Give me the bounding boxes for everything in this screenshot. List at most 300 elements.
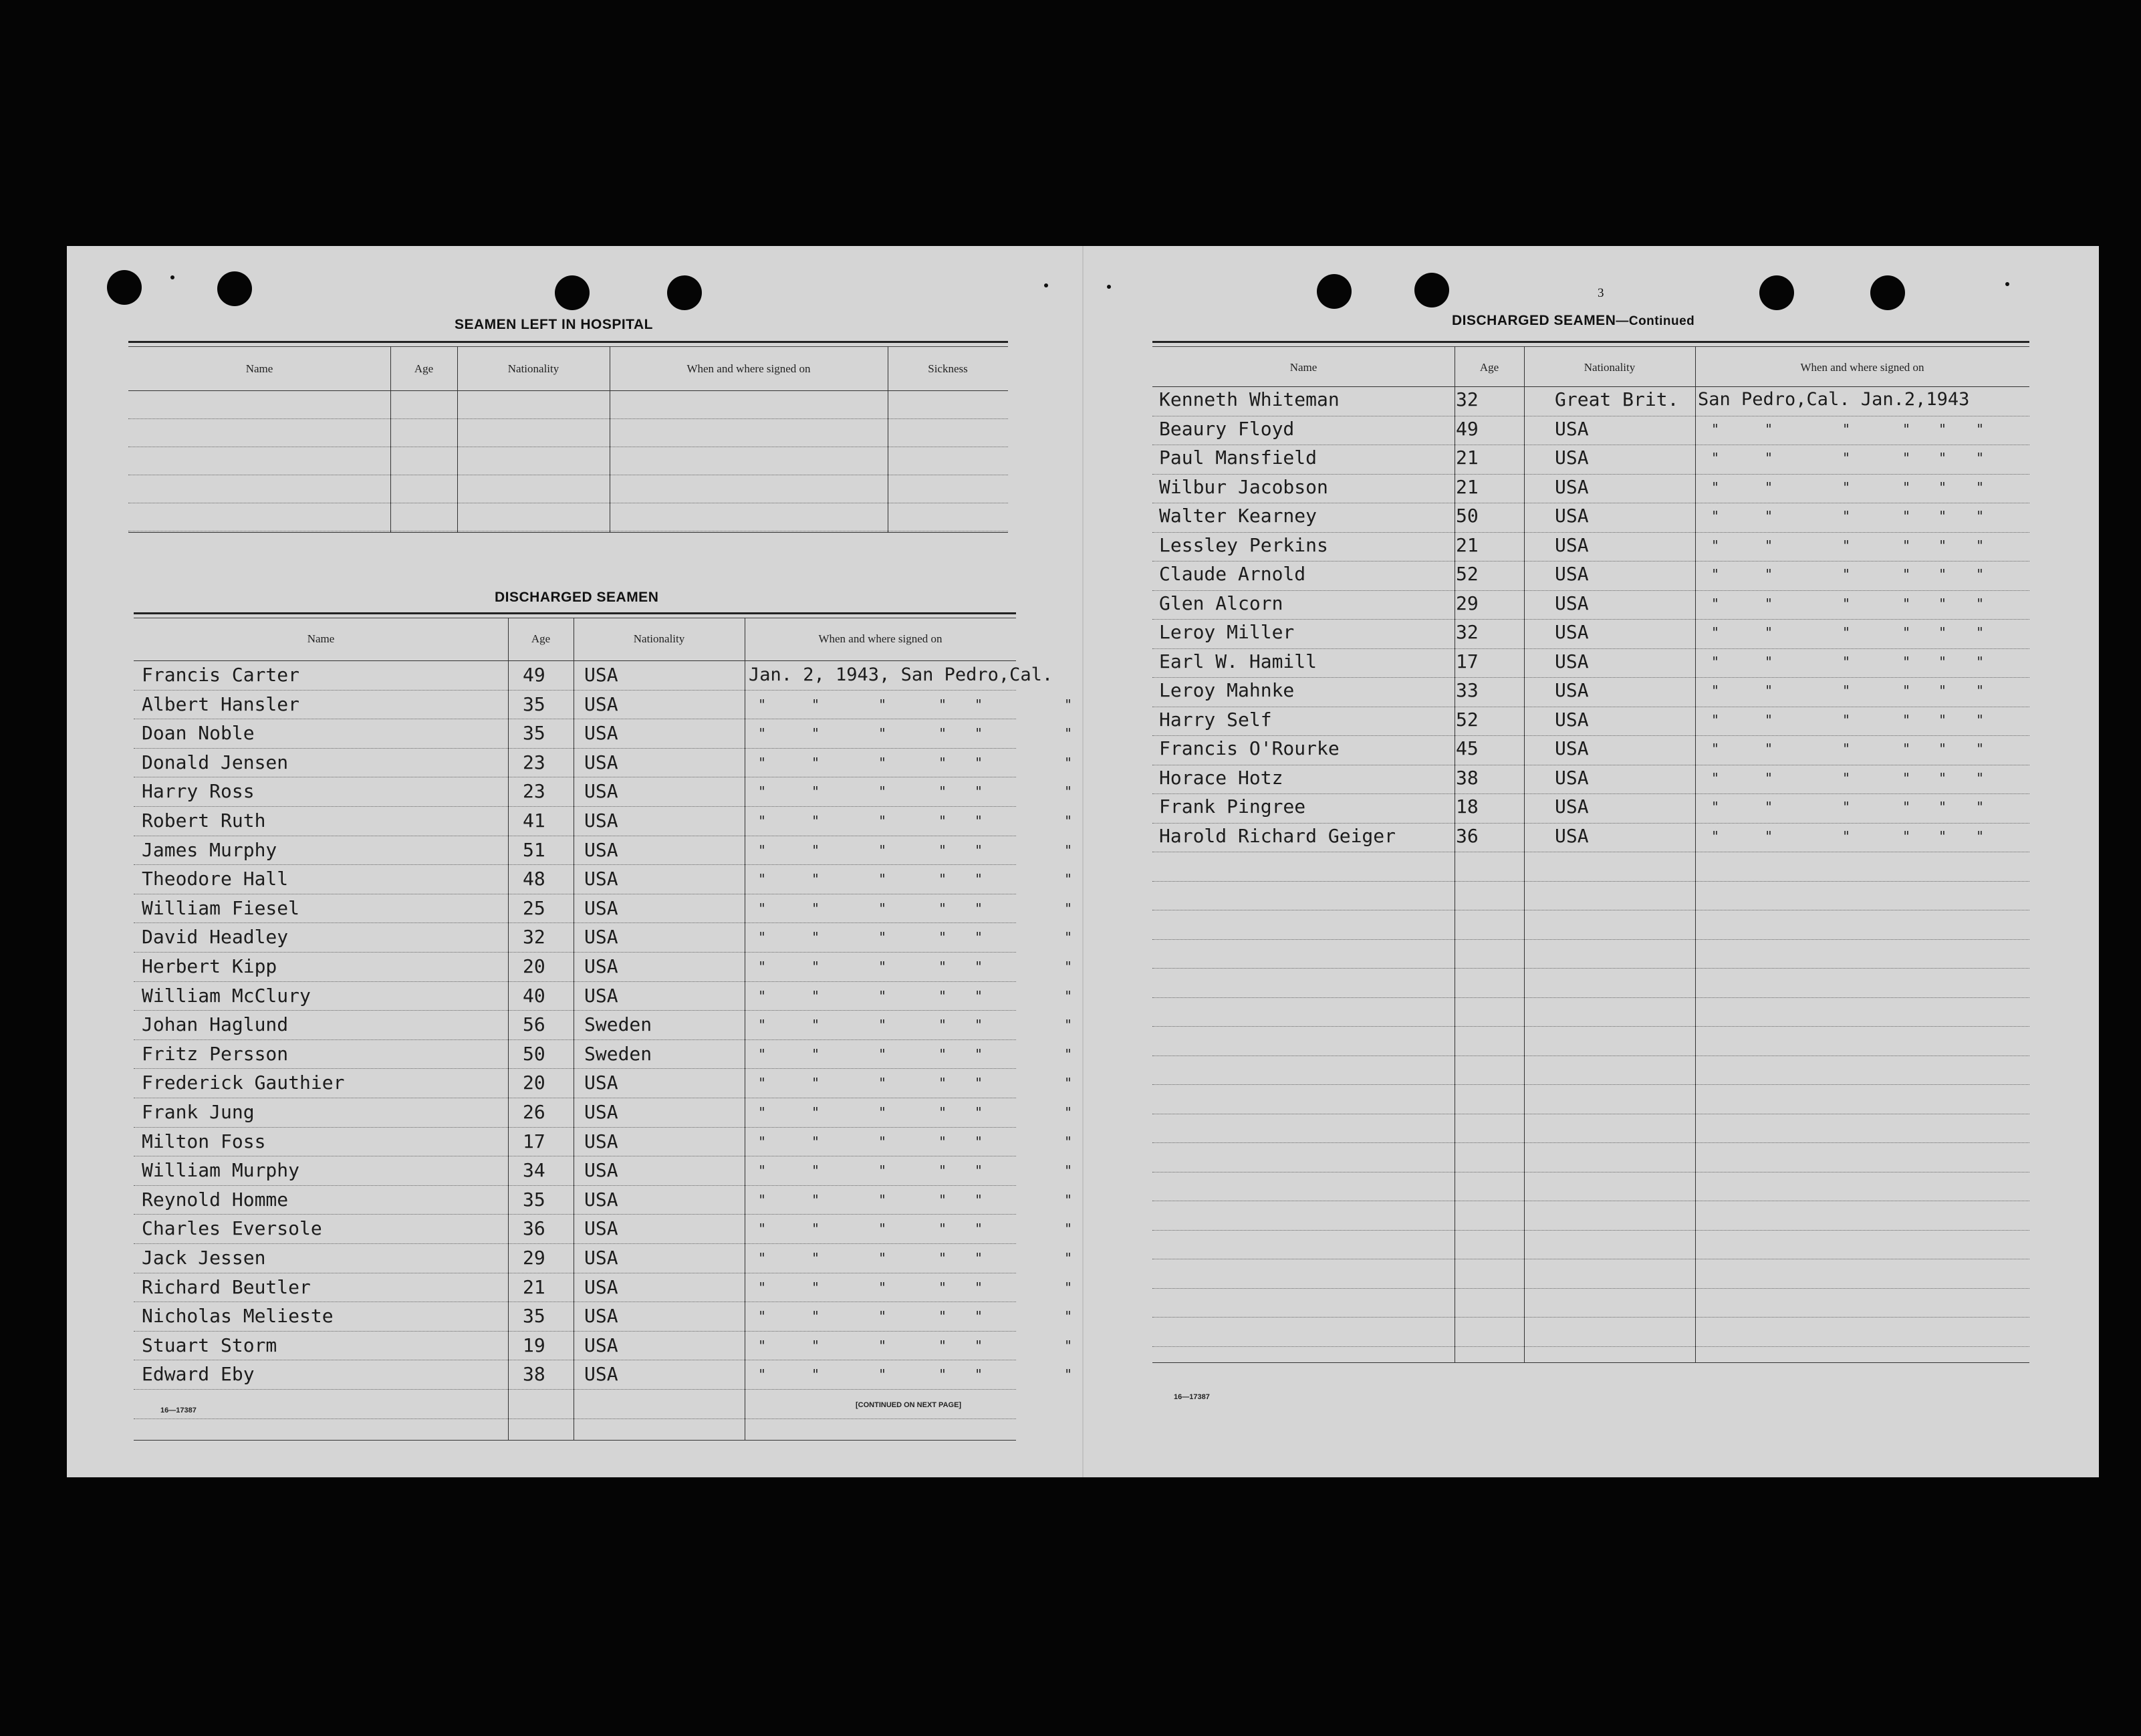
row-rule	[1152, 968, 2029, 969]
seaman-nationality: USA	[584, 1305, 618, 1328]
ditto-mark: "	[1902, 537, 1911, 553]
row-rule	[1152, 1026, 2029, 1027]
table-bottom-rule	[134, 1440, 1016, 1441]
ditto-mark: "	[938, 754, 947, 771]
punch-hole	[1870, 275, 1905, 310]
row-rule	[1152, 648, 2029, 649]
ditto-mark: "	[975, 871, 983, 888]
ditto-mark: "	[938, 987, 947, 1004]
ditto-mark: "	[975, 1308, 983, 1325]
seaman-nationality: USA	[584, 1159, 618, 1182]
seaman-age: 32	[1456, 388, 1479, 410]
ditto-mark: "	[975, 1104, 983, 1120]
ditto-mark: "	[938, 1191, 947, 1208]
ditto-mark: "	[878, 1104, 887, 1120]
hospital-title: SEAMEN LEFT IN HOSPITAL	[455, 317, 653, 332]
row-rule	[1152, 1317, 2029, 1318]
page-number: 3	[1598, 286, 1604, 300]
ditto-mark: "	[1765, 595, 1773, 612]
ditto-mark: "	[1064, 1162, 1073, 1179]
ditto-mark: "	[938, 1075, 947, 1092]
seaman-age: 36	[1456, 824, 1479, 847]
ditto-mark: "	[1938, 479, 1947, 495]
seaman-name: Albert Hansler	[142, 693, 300, 715]
row-rule	[134, 1331, 1016, 1332]
ditto-mark: "	[1064, 1221, 1073, 1237]
seaman-age: 52	[1456, 708, 1479, 731]
seaman-nationality: USA	[1555, 679, 1589, 701]
column-header-2: Nationality	[1584, 361, 1636, 374]
column-header-3: When and where signed on	[818, 632, 942, 645]
ditto-mark: "	[758, 813, 767, 829]
seaman-age: 19	[523, 1334, 545, 1356]
ditto-mark: "	[938, 1279, 947, 1295]
ditto-mark: "	[975, 1279, 983, 1295]
ditto-mark: "	[1064, 783, 1073, 800]
ditto-mark: "	[811, 871, 820, 888]
ditto-mark: "	[878, 842, 887, 858]
signed-on-entry: Jan. 2, 1943, San Pedro,Cal.	[749, 664, 1053, 685]
ditto-mark: "	[1976, 624, 1985, 640]
seaman-nationality: USA	[1555, 621, 1589, 643]
row-rule	[1152, 1142, 2029, 1143]
document-sheet	[67, 246, 2099, 1477]
seaman-nationality: USA	[584, 984, 618, 1007]
ditto-mark: "	[938, 1133, 947, 1150]
row-rule	[1152, 561, 2029, 562]
ditto-mark: "	[975, 725, 983, 742]
ditto-mark: "	[758, 1045, 767, 1062]
ditto-mark: "	[758, 1191, 767, 1208]
ditto-mark: "	[1064, 871, 1073, 888]
ditto-mark: "	[975, 1133, 983, 1150]
ditto-mark: "	[1711, 741, 1720, 757]
ditto-mark: "	[811, 1162, 820, 1179]
punch-hole	[555, 275, 590, 310]
ditto-mark: "	[938, 1045, 947, 1062]
ditto-mark: "	[975, 1045, 983, 1062]
seaman-nationality: USA	[584, 664, 618, 686]
seaman-age: 32	[523, 926, 545, 949]
column-rule	[457, 346, 458, 532]
ditto-mark: "	[878, 1017, 887, 1033]
form-number: 16—17387	[1174, 1393, 1210, 1401]
ditto-mark: "	[1711, 799, 1720, 815]
ditto-mark: "	[811, 1366, 820, 1383]
column-rule	[1695, 346, 1696, 1362]
punch-hole	[667, 275, 702, 310]
title-text: DISCHARGED SEAMEN	[1452, 313, 1616, 328]
punch-hole	[217, 271, 252, 306]
ditto-mark: "	[878, 813, 887, 829]
ditto-mark: "	[1842, 741, 1851, 757]
seaman-name: Wilbur Jacobson	[1159, 475, 1328, 498]
ditto-mark: "	[1902, 450, 1911, 466]
ditto-mark: "	[938, 725, 947, 742]
ditto-mark: "	[758, 1279, 767, 1295]
seaman-name: Stuart Storm	[142, 1334, 277, 1356]
ditto-mark: "	[975, 1162, 983, 1179]
seaman-nationality: USA	[584, 1363, 618, 1386]
ditto-mark: "	[1765, 828, 1773, 844]
seaman-name: Claude Arnold	[1159, 563, 1306, 585]
seaman-age: 45	[1456, 737, 1479, 759]
ditto-mark: "	[1842, 420, 1851, 437]
ditto-mark: "	[938, 929, 947, 946]
ditto-mark: "	[975, 1191, 983, 1208]
column-header-0: Name	[1289, 361, 1317, 374]
seaman-nationality: USA	[584, 693, 618, 715]
seaman-nationality: USA	[584, 810, 618, 832]
ditto-mark: "	[1976, 741, 1985, 757]
row-rule	[1152, 997, 2029, 998]
seaman-name: Lessley Perkins	[1159, 533, 1328, 556]
seaman-name: Fritz Persson	[142, 1042, 289, 1065]
ditto-mark: "	[975, 900, 983, 916]
ditto-mark: "	[1902, 769, 1911, 786]
ditto-mark: "	[938, 1366, 947, 1383]
column-header-0: Name	[245, 362, 273, 375]
ditto-mark: "	[975, 1221, 983, 1237]
ditto-mark: "	[1902, 799, 1911, 815]
seaman-name: Donald Jensen	[142, 751, 289, 773]
ditto-mark: "	[1976, 595, 1985, 612]
row-rule	[1152, 1346, 2029, 1347]
column-header-3: When and where signed on	[1800, 361, 1924, 374]
row-rule	[1152, 1288, 2029, 1289]
row-rule	[134, 1418, 1016, 1419]
punch-hole	[1317, 274, 1352, 309]
ditto-mark: "	[758, 754, 767, 771]
ditto-mark: "	[1976, 711, 1985, 728]
ditto-mark: "	[1938, 711, 1947, 728]
ditto-mark: "	[811, 696, 820, 713]
ditto-mark: "	[1711, 479, 1720, 495]
ditto-mark: "	[878, 1075, 887, 1092]
seaman-nationality: USA	[584, 722, 618, 745]
ditto-mark: "	[758, 959, 767, 975]
row-rule	[134, 806, 1016, 807]
punch-hole	[1414, 273, 1449, 307]
ditto-mark: "	[1765, 450, 1773, 466]
seaman-age: 20	[523, 955, 545, 977]
ditto-mark: "	[758, 783, 767, 800]
seaman-age: 38	[1456, 766, 1479, 789]
ditto-mark: "	[938, 1162, 947, 1179]
row-rule	[134, 864, 1016, 865]
seaman-nationality: USA	[584, 1188, 618, 1211]
title-rule	[134, 612, 1016, 614]
ditto-mark: "	[938, 1017, 947, 1033]
ditto-mark: "	[938, 1250, 947, 1266]
row-rule	[1152, 1230, 2029, 1231]
seaman-name: Paul Mansfield	[1159, 447, 1317, 469]
ditto-mark: "	[811, 1017, 820, 1033]
ditto-mark: "	[758, 1162, 767, 1179]
paper-speck	[1044, 283, 1048, 287]
ditto-mark: "	[878, 783, 887, 800]
ditto-mark: "	[938, 813, 947, 829]
ditto-mark: "	[1902, 624, 1911, 640]
row-rule	[134, 1068, 1016, 1069]
ditto-mark: "	[1711, 450, 1720, 466]
seaman-nationality: USA	[1555, 824, 1589, 847]
seaman-age: 33	[1456, 679, 1479, 701]
row-rule	[1152, 474, 2029, 475]
seaman-name: Jack Jessen	[142, 1247, 266, 1269]
continued-note: [CONTINUED ON NEXT PAGE]	[856, 1401, 962, 1409]
seaman-nationality: USA	[584, 1130, 618, 1152]
ditto-mark: "	[975, 987, 983, 1004]
ditto-mark: "	[1842, 508, 1851, 524]
seaman-nationality: USA	[584, 926, 618, 949]
ditto-mark: "	[1711, 711, 1720, 728]
seaman-name: Kenneth Whiteman	[1159, 388, 1340, 410]
ditto-mark: "	[975, 1250, 983, 1266]
ditto-mark: "	[975, 1017, 983, 1033]
seaman-name: Harold Richard Geiger	[1159, 824, 1396, 847]
row-rule	[134, 1243, 1016, 1244]
seaman-age: 21	[1456, 447, 1479, 469]
ditto-mark: "	[1938, 566, 1947, 582]
seaman-name: Herbert Kipp	[142, 955, 277, 977]
row-rule	[134, 1185, 1016, 1186]
ditto-mark: "	[975, 959, 983, 975]
seaman-age: 35	[523, 1305, 545, 1328]
ditto-mark: "	[1842, 711, 1851, 728]
seaman-nationality: USA	[584, 1072, 618, 1094]
seaman-name: Glen Alcorn	[1159, 592, 1283, 614]
seaman-age: 48	[523, 868, 545, 890]
row-rule	[1152, 881, 2029, 882]
row-rule	[134, 952, 1016, 953]
seaman-name: Charles Eversole	[142, 1217, 322, 1240]
row-rule	[134, 981, 1016, 982]
seaman-name: Theodore Hall	[142, 868, 289, 890]
ditto-mark: "	[878, 1221, 887, 1237]
ditto-mark: "	[1902, 683, 1911, 699]
ditto-mark: "	[878, 754, 887, 771]
column-rule	[508, 618, 509, 1440]
ditto-mark: "	[1902, 741, 1911, 757]
ditto-mark: "	[1842, 537, 1851, 553]
form-number: 16—17387	[160, 1406, 197, 1414]
ditto-mark: "	[811, 783, 820, 800]
ditto-mark: "	[938, 696, 947, 713]
seaman-age: 51	[523, 838, 545, 861]
row-rule	[1152, 532, 2029, 533]
ditto-mark: "	[1902, 595, 1911, 612]
ditto-mark: "	[811, 842, 820, 858]
ditto-mark: "	[1842, 769, 1851, 786]
seaman-name: Doan Noble	[142, 722, 255, 745]
ditto-mark: "	[1765, 624, 1773, 640]
column-header-1: Age	[531, 632, 551, 645]
seaman-nationality: USA	[584, 955, 618, 977]
row-rule	[134, 922, 1016, 923]
ditto-mark: "	[975, 696, 983, 713]
ditto-mark: "	[758, 696, 767, 713]
ditto-mark: "	[975, 754, 983, 771]
ditto-mark: "	[1711, 683, 1720, 699]
ditto-mark: "	[1064, 1133, 1073, 1150]
seaman-name: Francis Carter	[142, 664, 300, 686]
row-rule	[134, 1214, 1016, 1215]
ditto-mark: "	[1842, 828, 1851, 844]
right-page	[1083, 246, 2099, 1477]
ditto-mark: "	[1765, 537, 1773, 553]
ditto-mark: "	[975, 1366, 983, 1383]
ditto-mark: "	[1765, 653, 1773, 670]
ditto-mark: "	[758, 929, 767, 946]
ditto-mark: "	[758, 1250, 767, 1266]
seaman-nationality: USA	[1555, 737, 1589, 759]
seaman-nationality: Sweden	[584, 1042, 652, 1065]
seaman-age: 29	[1456, 592, 1479, 614]
seaman-name: James Murphy	[142, 838, 277, 861]
ditto-mark: "	[938, 1308, 947, 1325]
ditto-mark: "	[975, 929, 983, 946]
seaman-name: Frank Pingree	[1159, 795, 1306, 818]
ditto-mark: "	[1842, 450, 1851, 466]
ditto-mark: "	[975, 842, 983, 858]
discharged-table	[134, 618, 1073, 1440]
seaman-name: William McClury	[142, 984, 311, 1007]
ditto-mark: "	[878, 1133, 887, 1150]
ditto-mark: "	[811, 725, 820, 742]
ditto-mark: "	[811, 1221, 820, 1237]
seaman-age: 23	[523, 751, 545, 773]
ditto-mark: "	[1976, 537, 1985, 553]
ditto-mark: "	[811, 1075, 820, 1092]
title-suffix: —Continued	[1616, 314, 1695, 328]
ditto-mark: "	[758, 1308, 767, 1325]
ditto-mark: "	[938, 783, 947, 800]
ditto-mark: "	[1711, 624, 1720, 640]
discharged-continued-table	[1152, 346, 2029, 1362]
ditto-mark: "	[1711, 508, 1720, 524]
column-header-2: Nationality	[507, 362, 559, 375]
ditto-mark: "	[758, 1337, 767, 1354]
ditto-mark: "	[811, 959, 820, 975]
ditto-mark: "	[1064, 696, 1073, 713]
seaman-age: 50	[1456, 505, 1479, 527]
ditto-mark: "	[758, 725, 767, 742]
ditto-mark: "	[1064, 725, 1073, 742]
row-rule	[1152, 619, 2029, 620]
column-header-1: Age	[1479, 361, 1499, 374]
seaman-nationality: USA	[1555, 708, 1589, 731]
ditto-mark: "	[1976, 769, 1985, 786]
row-rule	[1152, 939, 2029, 940]
seaman-age: 32	[1456, 621, 1479, 643]
seaman-nationality: USA	[584, 896, 618, 919]
row-rule	[128, 418, 1008, 419]
ditto-mark: "	[1938, 683, 1947, 699]
seaman-nationality: USA	[1555, 563, 1589, 585]
ditto-mark: "	[1064, 842, 1073, 858]
ditto-mark: "	[1976, 653, 1985, 670]
seaman-nationality: USA	[584, 868, 618, 890]
ditto-mark: "	[1938, 741, 1947, 757]
seaman-name: Robert Ruth	[142, 810, 266, 832]
ditto-mark: "	[1976, 799, 1985, 815]
seaman-nationality: USA	[1555, 475, 1589, 498]
ditto-mark: "	[1064, 1075, 1073, 1092]
ditto-mark: "	[878, 900, 887, 916]
ditto-mark: "	[1765, 769, 1773, 786]
signed-on-entry: San Pedro,Cal. Jan.2,1943	[1698, 389, 1970, 410]
header-rule	[1152, 386, 2029, 387]
ditto-mark: "	[758, 1017, 767, 1033]
ditto-mark: "	[878, 1337, 887, 1354]
ditto-mark: "	[938, 1337, 947, 1354]
seaman-age: 18	[1456, 795, 1479, 818]
ditto-mark: "	[1842, 624, 1851, 640]
ditto-mark: "	[811, 1104, 820, 1120]
punch-hole	[107, 270, 142, 305]
seaman-age: 36	[523, 1217, 545, 1240]
ditto-mark: "	[878, 929, 887, 946]
ditto-mark: "	[811, 987, 820, 1004]
ditto-mark: "	[758, 842, 767, 858]
ditto-mark: "	[1711, 769, 1720, 786]
seaman-nationality: USA	[1555, 592, 1589, 614]
ditto-mark: "	[1976, 508, 1985, 524]
left-page	[67, 246, 1083, 1477]
ditto-mark: "	[811, 754, 820, 771]
ditto-mark: "	[878, 1191, 887, 1208]
ditto-mark: "	[1938, 420, 1947, 437]
ditto-mark: "	[1938, 653, 1947, 670]
ditto-mark: "	[878, 1308, 887, 1325]
ditto-mark: "	[758, 1221, 767, 1237]
ditto-mark: "	[1902, 508, 1911, 524]
ditto-mark: "	[1938, 508, 1947, 524]
ditto-mark: "	[1765, 479, 1773, 495]
seaman-nationality: USA	[584, 838, 618, 861]
seaman-age: 17	[523, 1130, 545, 1152]
ditto-mark: "	[975, 1337, 983, 1354]
row-rule	[134, 1010, 1016, 1011]
ditto-mark: "	[878, 696, 887, 713]
ditto-mark: "	[1902, 420, 1911, 437]
ditto-mark: "	[1938, 450, 1947, 466]
ditto-mark: "	[938, 871, 947, 888]
ditto-mark: "	[1976, 479, 1985, 495]
ditto-mark: "	[975, 783, 983, 800]
row-rule	[1152, 823, 2029, 824]
ditto-mark: "	[878, 959, 887, 975]
ditto-mark: "	[1064, 1279, 1073, 1295]
ditto-mark: "	[1765, 508, 1773, 524]
header-rule	[128, 390, 1008, 391]
seaman-name: Edward Eby	[142, 1363, 255, 1386]
seaman-nationality: USA	[1555, 447, 1589, 469]
ditto-mark: "	[1765, 566, 1773, 582]
title-rule	[128, 341, 1008, 343]
ditto-mark: "	[1842, 566, 1851, 582]
seaman-name: Nicholas Melieste	[142, 1305, 334, 1328]
ditto-mark: "	[1064, 1045, 1073, 1062]
seaman-nationality: USA	[584, 780, 618, 803]
ditto-mark: "	[1765, 741, 1773, 757]
seaman-age: 41	[523, 810, 545, 832]
ditto-mark: "	[1064, 900, 1073, 916]
column-rule	[1524, 346, 1525, 1362]
ditto-mark: "	[1938, 595, 1947, 612]
ditto-mark: "	[1064, 1308, 1073, 1325]
